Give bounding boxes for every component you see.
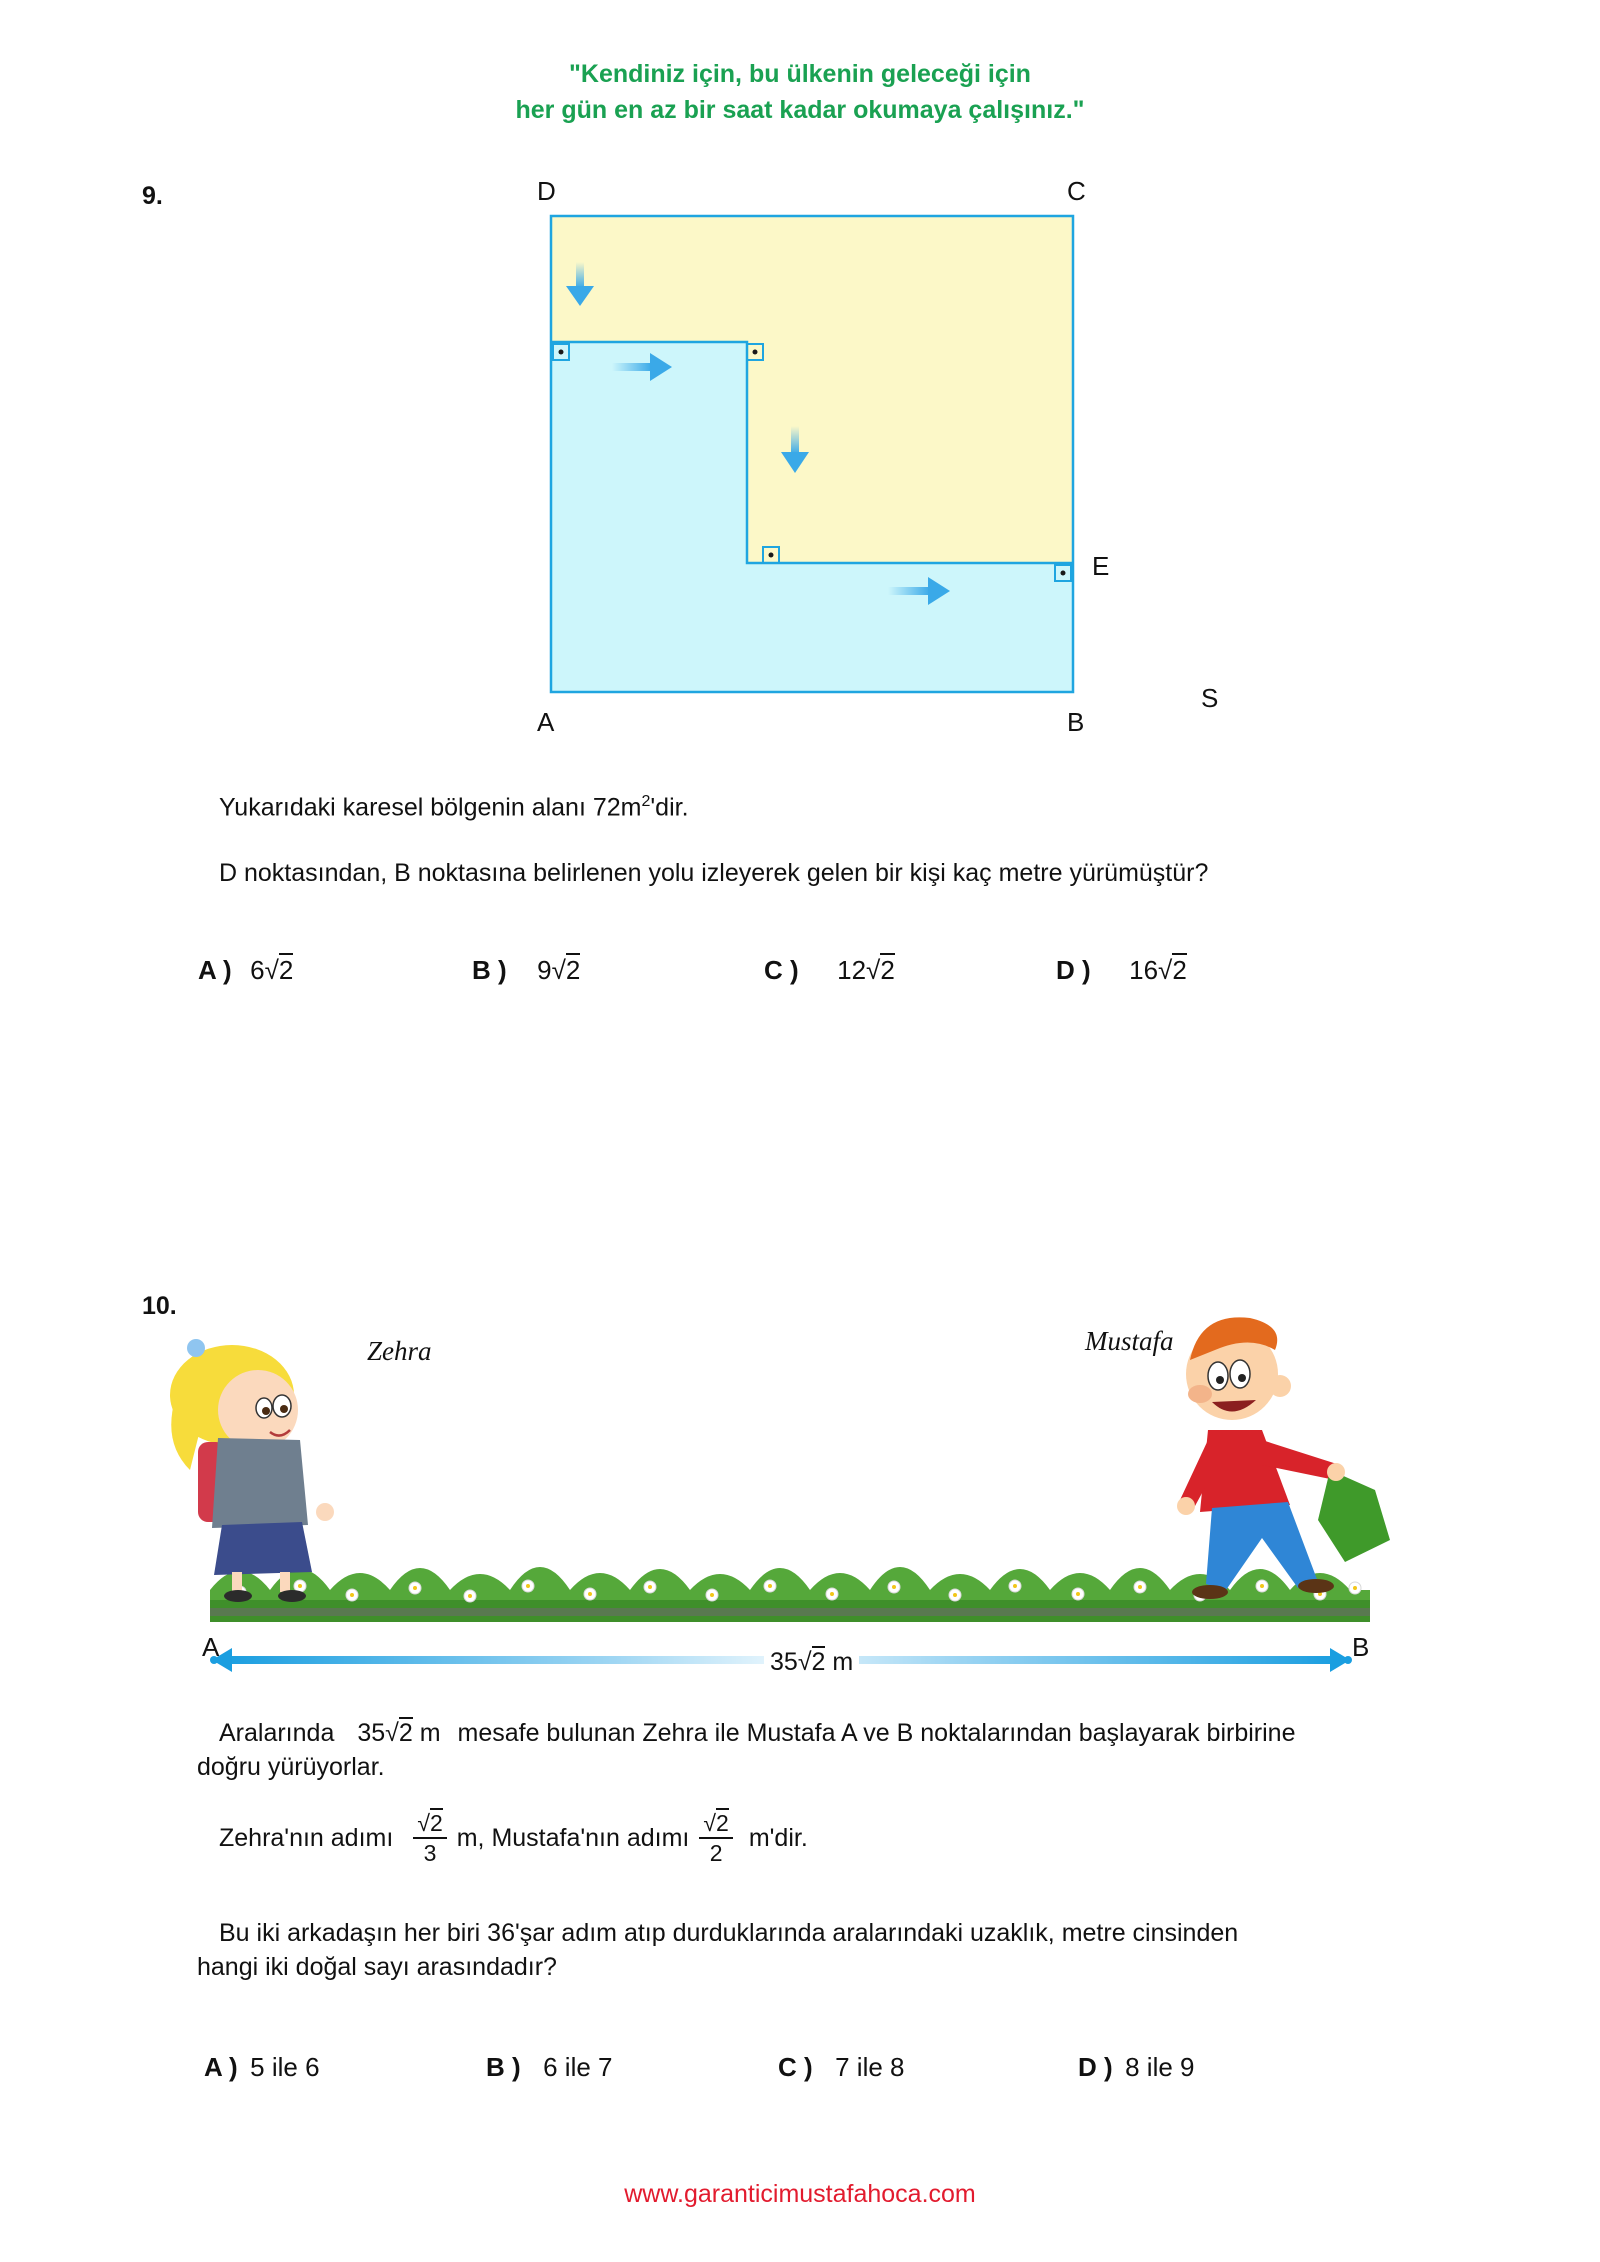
option-value: 6√2 <box>250 955 294 985</box>
mustafa-figure <box>1177 1317 1390 1599</box>
option-value: 7 ile 8 <box>835 2052 905 2082</box>
q9-option-b[interactable] <box>472 955 580 986</box>
question-10-prompt-line-1: Bu iki arkadaşın her biri 36'şar adım atıp durduklarında aralarındaki uzaklık, metre cinsinden <box>219 1919 1239 1947</box>
distance-label: 35√2 m <box>764 1648 859 1677</box>
question-9-prompt: D noktasından, B noktasına belirlenen yolu izleyerek gelen bir kişi kaç metre yürümüştür? <box>219 859 1209 887</box>
question-9-number: 9. <box>142 182 163 210</box>
option-letter: B ) <box>486 2052 521 2082</box>
option-letter: B ) <box>472 955 507 985</box>
question-10-step-lengths: Zehra'nın adımı $\frac{√2}{3}$ m, Mustafa'nın adımı $\frac{√2}{2}$ m'dir. <box>219 1810 808 1866</box>
point-a-label-q10: A <box>202 1632 220 1662</box>
option-letter: D ) <box>1056 955 1091 985</box>
point-a-label: A <box>537 707 555 737</box>
point-c-label: C <box>1067 176 1086 206</box>
square-path-diagram <box>0 0 1600 760</box>
q10-option-b[interactable] <box>486 2052 613 2083</box>
footer-url-link[interactable]: www.garanticimustafahoca.com <box>624 2180 976 2208</box>
q9-option-c[interactable] <box>764 955 895 986</box>
question-10-number: 10. <box>142 1292 177 1320</box>
question-10-paragraph-1-line-2: doğru yürüyorlar. <box>197 1753 385 1781</box>
option-letter: A ) <box>198 955 232 985</box>
point-b-label-q10: B <box>1352 1632 1370 1662</box>
option-value: 5 ile 6 <box>250 2052 320 2082</box>
mustafa-name-label: Mustafa <box>1085 1326 1174 1356</box>
zehra-figure <box>170 1339 334 1602</box>
q10-option-a[interactable] <box>204 2052 320 2083</box>
mustafa-step-fraction: $\frac{√2}{2}$ <box>699 1809 732 1867</box>
question-9-area-text: Yukarıdaki karesel bölgenin alanı $72m^2'dir$. <box>219 793 689 822</box>
motto-line-1: "Kendiniz için, bu ülkenin geleceği için <box>569 60 1031 88</box>
point-b-label: B <box>1067 707 1085 737</box>
option-value: 6 ile 7 <box>543 2052 613 2082</box>
zehra-step-fraction: $\frac{√2}{3}$ <box>413 1809 446 1867</box>
q10-option-d[interactable] <box>1078 2052 1195 2083</box>
option-letter: D ) <box>1078 2052 1113 2082</box>
option-letter: A ) <box>204 2052 238 2082</box>
point-s-label: S <box>1201 683 1219 713</box>
q9-option-d[interactable] <box>1056 955 1187 986</box>
q9-option-a[interactable] <box>198 955 293 986</box>
option-value: 12√2 <box>837 955 895 985</box>
point-d-label: D <box>537 176 556 206</box>
point-e-label: E <box>1092 551 1110 581</box>
q10-option-c[interactable] <box>778 2052 905 2083</box>
option-value: 9√2 <box>537 955 581 985</box>
option-letter: C ) <box>764 955 799 985</box>
option-value: 8 ile 9 <box>1125 2052 1195 2082</box>
motto-line-2: her gün en az bir saat kadar okumaya çalışınız." <box>515 96 1085 124</box>
option-value: 16√2 <box>1129 955 1187 985</box>
question-10-prompt-line-2: hangi iki doğal sayı arasındadır? <box>197 1953 557 1981</box>
zehra-name-label: Zehra <box>367 1336 432 1366</box>
question-10-paragraph-1: Aralarında 35√2 m mesafe bulunan Zehra ile Mustafa A ve B noktalarından başlayarak birbirine <box>219 1719 1296 1747</box>
option-letter: C ) <box>778 2052 813 2082</box>
